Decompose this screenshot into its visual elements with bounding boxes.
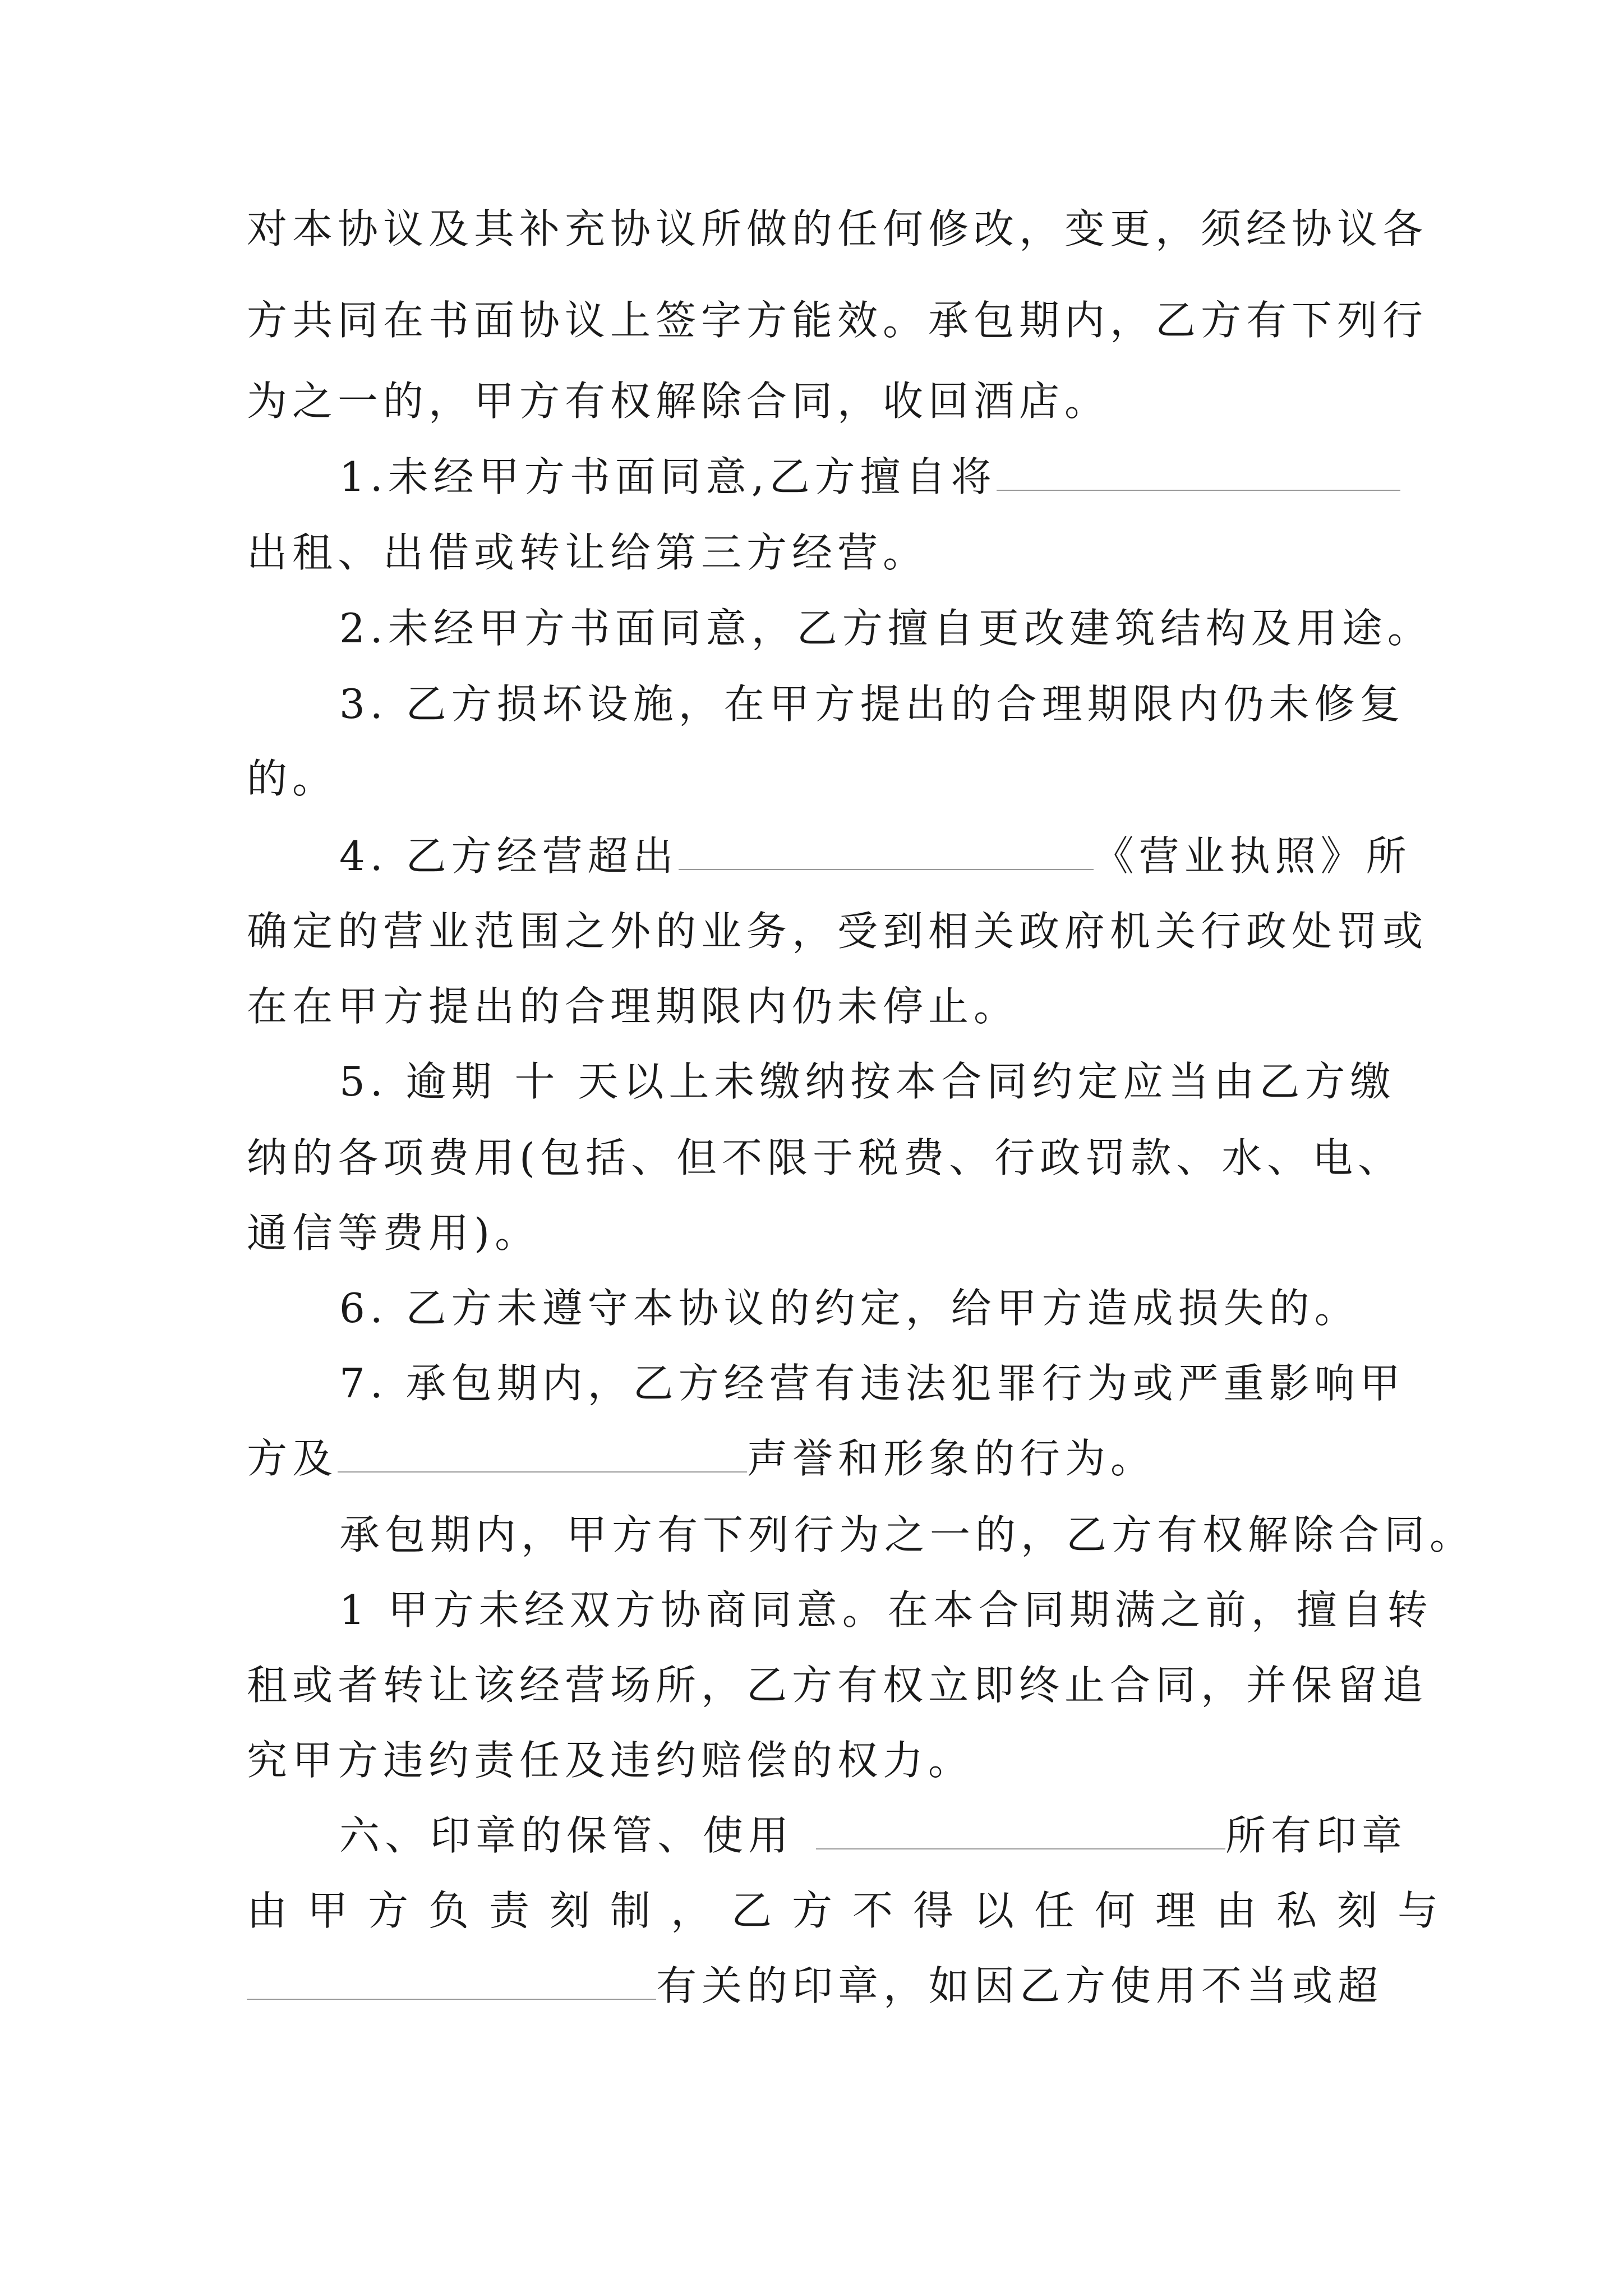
text: 出租、出借或转让给第三方经营。 [247,529,929,576]
text: 所有印章 [1225,1812,1408,1859]
clause-line [339,449,1400,505]
clause-line [339,1280,1360,1336]
paragraph-line [247,292,1428,348]
paragraph-line [247,978,1019,1034]
text: 承包期内，甲方有下列行为之一的，乙方有权解除合同。 [339,1511,1476,1558]
clause-line [339,1582,1433,1638]
text: 6. 乙方未遵守本协议的约定，给甲方造成损失的。 [339,1285,1360,1332]
paragraph-line [247,1657,1428,1713]
text: 租或者转让该经营场所，乙方有权立即终止合同，并保留追 [247,1662,1428,1709]
text: 1.未经甲方书面同意,乙方擅自将 [339,453,997,500]
text: 由甲方负责刻制，乙方不得以任何理由私刻与 [247,1887,1459,1934]
text: 为之一的，甲方有权解除合同，收回酒店。 [247,378,1110,425]
text: 对本协议及其补充协议所做的任何修改，变更，须经协议各 [247,205,1428,252]
paragraph-line [247,201,1428,257]
clause-line [339,676,1405,732]
blank-field [816,1811,1225,1849]
text: 7. 承包期内，乙方经营有违法犯罪行为或严重影响甲 [339,1360,1405,1407]
text: 《营业执照》所 [1093,832,1412,880]
section-line [339,1807,1407,1864]
text: 确定的营业范围之外的业务，受到相关政府机关行政处罚或 [247,908,1428,955]
text: 4. 乙方经营超出 [339,832,679,880]
clause-line [339,1355,1405,1411]
text: 1 甲方未经双方协商同意。在本合同期满之前，擅自转 [339,1586,1433,1634]
text: 5. 逾期 十 天以上未缴纳按本合同约定应当由乙方缴 [339,1058,1396,1105]
text: 声誉和形象的行为。 [747,1435,1156,1482]
blank-field [338,1434,747,1473]
paragraph-line [247,1883,1458,1939]
clause-line [339,1507,1475,1563]
text: 3. 乙方损坏设施，在甲方提出的合理期限内仍未修复 [339,680,1405,728]
text: 在在甲方提出的合理期限内仍未停止。 [247,983,1020,1030]
text: 方共同在书面协议上签字方能效。承包期内，乙方有下列行 [247,297,1428,344]
text: 方及 [247,1435,338,1482]
blank-field [997,453,1400,491]
text: 通信等费用)。 [247,1209,541,1257]
paragraph-line [247,1732,974,1788]
paragraph-line [247,1205,540,1261]
clause-line [339,828,1412,884]
paragraph-line [247,524,928,581]
blank-field [247,1962,656,2000]
paragraph-line [247,373,1110,429]
text: 纳的各项费用(包括、但不限于税费、行政罚款、水、电、 [247,1134,1404,1181]
text: 有关的印章，如因乙方使用不当或超 [656,1962,1384,2009]
text: 的。 [247,755,338,802]
clause-line [339,1053,1395,1110]
text: 2.未经甲方书面同意，乙方擅自更改建筑结构及用途。 [339,605,1433,652]
clause-line [339,600,1433,656]
paragraph-line [247,1430,1156,1487]
text: 六、印章的保管、使用 [339,1812,794,1859]
text: 究甲方违约责任及违约赔偿的权力。 [247,1737,974,1784]
paragraph-line [247,751,338,807]
blank-field [679,832,1094,870]
paragraph-line [247,903,1428,959]
paragraph-line [247,1958,1383,2014]
paragraph-line [247,1130,1403,1186]
